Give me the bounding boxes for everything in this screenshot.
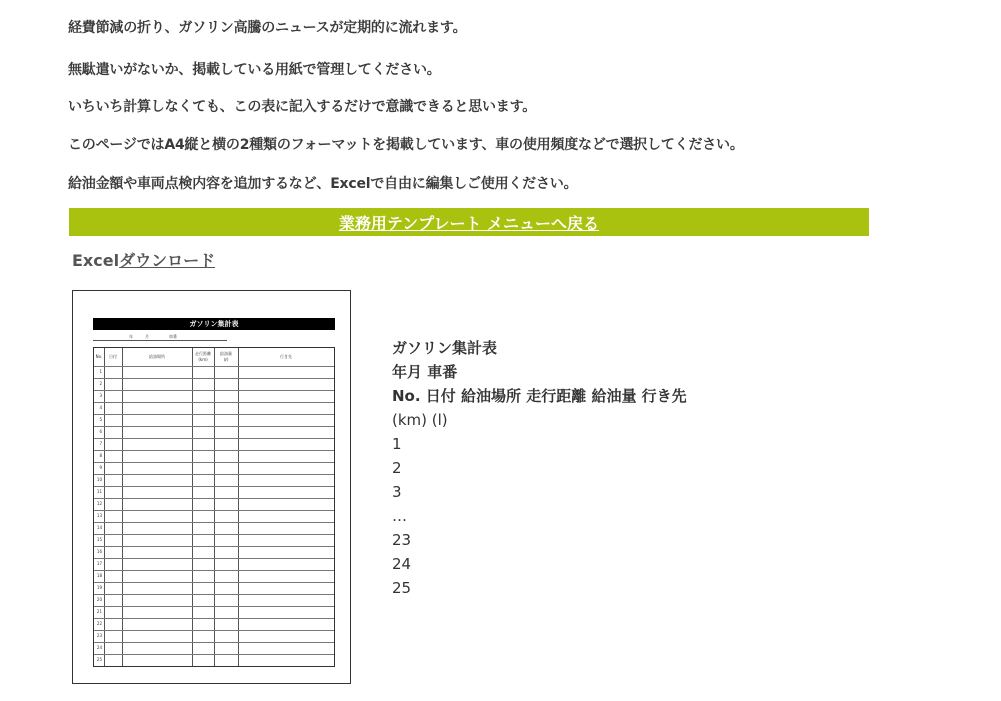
desc-line: (km) (l) (392, 411, 448, 429)
grid-row-number: 8 (99, 453, 102, 458)
template-thumbnail[interactable] (72, 290, 351, 684)
grid-row-number: 12 (96, 501, 102, 506)
desc-line: 3 (392, 483, 402, 501)
grid-row-line (94, 534, 334, 535)
grid-row-line (94, 402, 334, 403)
grid-row-number: 14 (96, 525, 102, 530)
template-description (392, 336, 687, 600)
hdr-place: 給油場所 (149, 354, 165, 359)
grid-row-number: 24 (96, 645, 102, 650)
grid-row-number: 13 (96, 513, 102, 518)
grid-row-line (94, 606, 334, 607)
hdr-date: 日付 (109, 354, 117, 359)
grid-row-number: 1 (99, 369, 102, 374)
hdr-no: No. (95, 354, 103, 359)
grid-row-line (94, 438, 334, 439)
hdr-amount: 給油量 (220, 351, 232, 356)
intro-line-1: 経費節減の折り、ガソリン高騰のニュースが定期的に流れます。 (68, 20, 467, 36)
grid-row-line (94, 390, 334, 391)
desc-line: 25 (392, 579, 412, 597)
sheet-title: ガソリン集計表 (93, 318, 335, 330)
intro-line-2: 無駄遣いがないか、掲載している用紙で管理してください。 (68, 62, 441, 78)
grid-row-number: 6 (99, 429, 102, 434)
grid-row-number: 25 (96, 657, 102, 662)
grid-row-number: 4 (99, 405, 102, 410)
grid-row-number: 21 (96, 609, 102, 614)
grid-row-number: 10 (96, 477, 102, 482)
sheet-year-label: 年 (129, 334, 133, 339)
grid-header-line (94, 366, 334, 367)
back-to-menu-link[interactable]: 業務用テンプレート メニューへ戻る (338, 213, 600, 233)
grid-row-number: 23 (96, 633, 102, 638)
desc-line: 1 (392, 435, 402, 453)
grid-row-number: 15 (96, 537, 102, 542)
grid-row-line (94, 414, 334, 415)
download-heading (72, 248, 215, 271)
sheet-car-underline (177, 340, 227, 341)
grid-row-line (94, 486, 334, 487)
desc-line: 24 (392, 555, 412, 573)
grid-row-line (94, 378, 334, 379)
desc-line: 23 (392, 531, 412, 549)
grid-row-number: 16 (96, 549, 102, 554)
intro-line-4: このページではA4縦と横の2種類のフォーマットを掲載しています、車の使用頻度などで選択してください。 (68, 137, 744, 153)
sheet-car-label: 車番 (169, 334, 177, 339)
grid-row-line (94, 654, 334, 655)
grid-row-line (94, 426, 334, 427)
grid-row-number: 20 (96, 597, 102, 602)
grid-row-number: 11 (96, 489, 102, 494)
hdr-distance: 走行距離 (195, 351, 211, 356)
grid-row-line (94, 450, 334, 451)
desc-line: ガソリン集計表 (392, 339, 498, 357)
grid-row-number: 18 (96, 573, 102, 578)
grid-row-line (94, 522, 334, 523)
grid-row-number: 17 (96, 561, 102, 566)
hdr-distance-unit: (km) (198, 357, 208, 362)
grid-row-line (94, 630, 334, 631)
hdr-amount-unit: (ℓ) (223, 357, 229, 362)
grid-row-number: 5 (99, 417, 102, 422)
desc-line: No. 日付 給油場所 走行距離 給油量 行き先 (392, 387, 687, 405)
grid-row-line (94, 498, 334, 499)
grid-row-line (94, 510, 334, 511)
intro-line-5: 給油金額や車両点検内容を追加するなど、Excelで自由に編集しご使用ください。 (68, 176, 578, 192)
grid-row-line (94, 546, 334, 547)
menu-banner (69, 208, 869, 236)
download-link[interactable]: ダウンロード (119, 251, 216, 270)
grid-row-line (94, 618, 334, 619)
grid-row-number: 3 (99, 393, 102, 398)
desc-line: 2 (392, 459, 402, 477)
sheet-date-underline (93, 340, 183, 341)
grid-row-line (94, 594, 334, 595)
sheet-grid (93, 347, 335, 667)
grid-row-number: 2 (99, 381, 102, 386)
grid-row-line (94, 474, 334, 475)
hdr-dest: 行き先 (280, 354, 292, 359)
grid-row-line (94, 462, 334, 463)
intro-line-3: いちいち計算しなくても、この表に記入するだけで意識できると思います。 (68, 99, 537, 115)
download-prefix: Excel (72, 251, 120, 270)
grid-row-number: 7 (99, 441, 102, 446)
desc-line: … (392, 507, 407, 525)
desc-line: 年月 車番 (392, 363, 458, 381)
grid-row-line (94, 642, 334, 643)
grid-row-line (94, 582, 334, 583)
grid-row-line (94, 558, 334, 559)
grid-row-number: 19 (96, 585, 102, 590)
grid-row-line (94, 570, 334, 571)
grid-row-number: 9 (99, 465, 102, 470)
sheet-month-label: 月 (145, 334, 149, 339)
grid-row-number: 22 (96, 621, 102, 626)
